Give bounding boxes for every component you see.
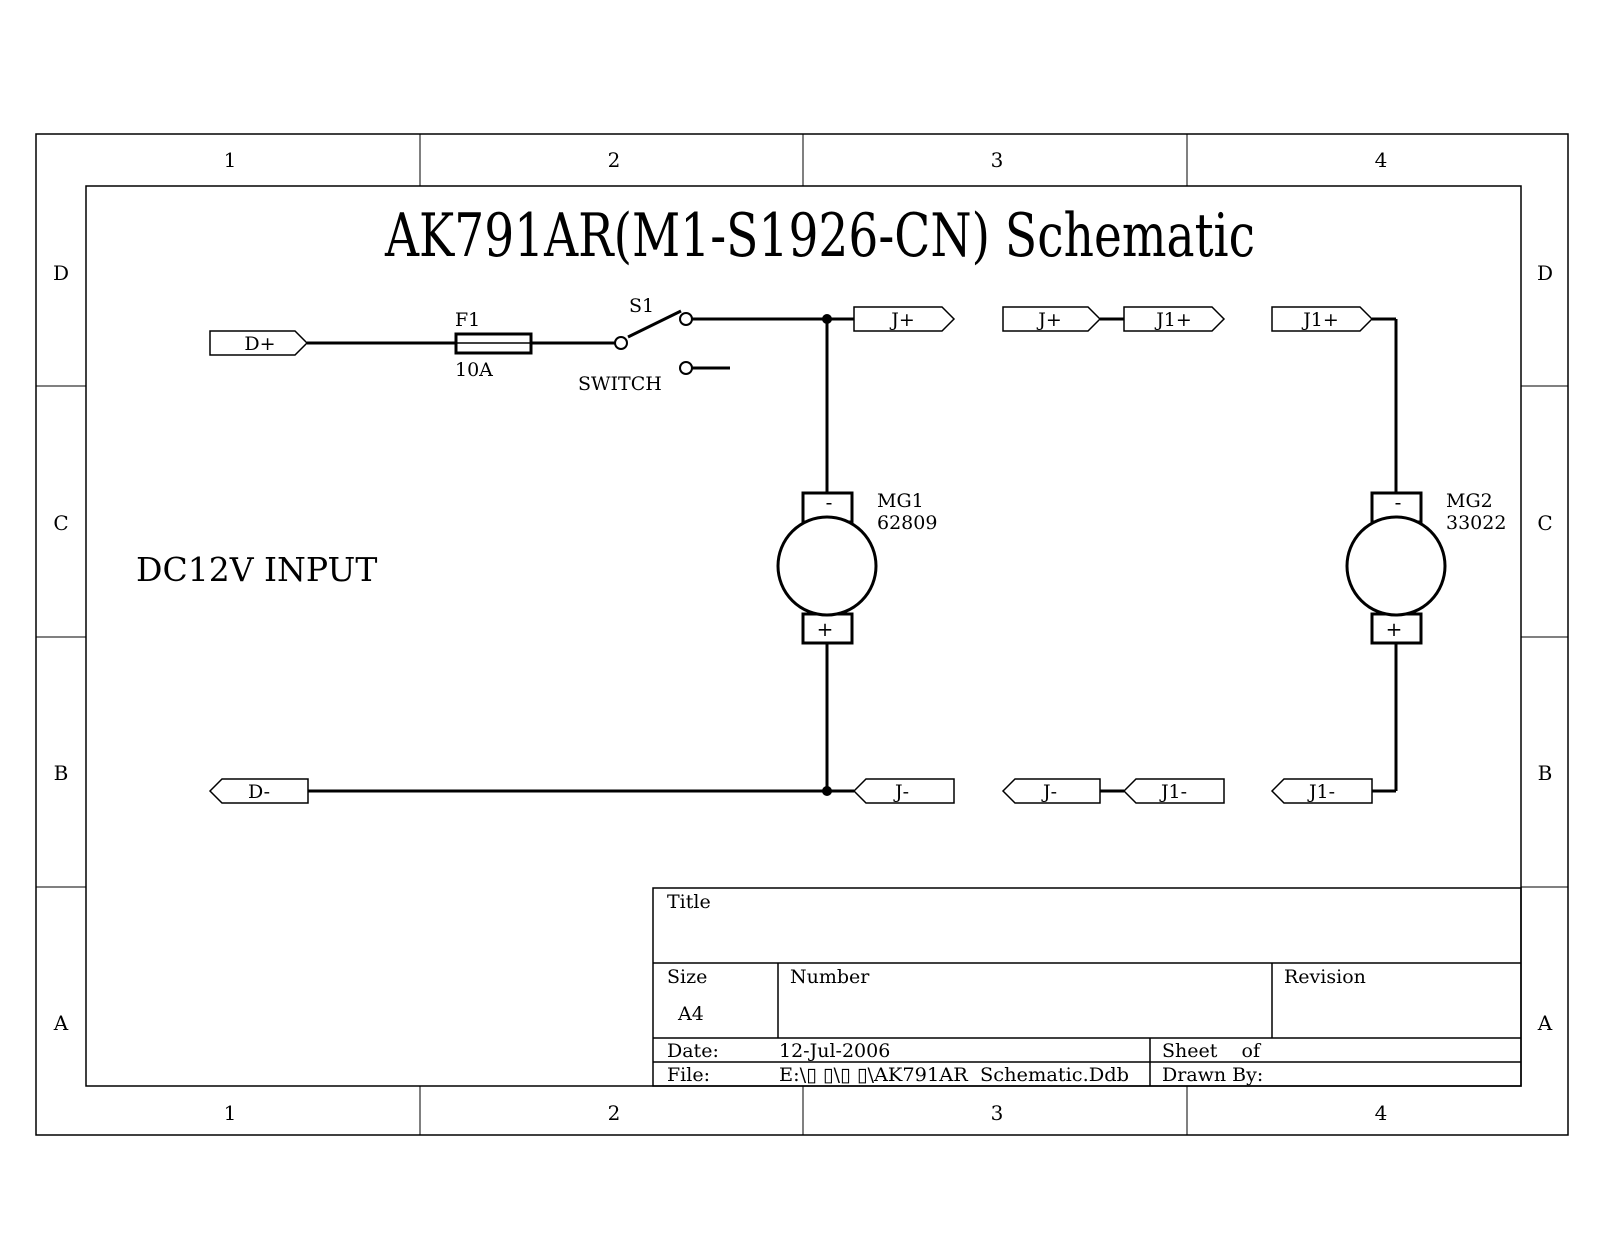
motor1-value: 62809: [877, 512, 938, 534]
zone-row-a-left: A: [53, 1011, 69, 1035]
motor2-minus: -: [1394, 490, 1402, 514]
switch-s1: [578, 295, 692, 395]
port-j1-plus-b-label: J1+: [1303, 309, 1339, 331]
zone-col-4-top: 4: [1374, 148, 1388, 172]
motor2-value: 33022: [1446, 512, 1507, 534]
fuse-value: 10A: [455, 359, 493, 381]
zone-col-2-top: 2: [607, 148, 621, 172]
switch-ref: S1: [629, 295, 655, 317]
title-block-file-label: File:: [667, 1064, 710, 1086]
motor1-minus: -: [825, 490, 833, 514]
title-block-drawn-by-label: Drawn By:: [1162, 1064, 1264, 1086]
title-block-size-value: A4: [678, 1003, 704, 1025]
motor-mg2: [1347, 490, 1506, 643]
junction-dot: [822, 786, 832, 796]
zone-col-2-bottom: 2: [607, 1101, 621, 1125]
port-d-minus-label: D-: [247, 781, 271, 803]
zone-col-1-bottom: 1: [223, 1101, 237, 1125]
title-block-file-value: E:\▯ ▯\▯ ▯\AK791AR Schematic.Ddb: [779, 1064, 1129, 1086]
motor1-plus: +: [816, 617, 834, 641]
port-j-minus-a-label: J-: [894, 781, 910, 803]
motor1-ref: MG1: [877, 490, 924, 512]
port-j-plus-b-label: J+: [1038, 309, 1062, 331]
input-note: DC12V INPUT: [136, 550, 378, 589]
zone-row-c-left: C: [53, 511, 69, 535]
title-block-sheet-label: Sheet of: [1162, 1040, 1261, 1062]
port-j1-plus-a-label: J1+: [1156, 309, 1192, 331]
zone-row-d-left: D: [52, 261, 70, 285]
ports-right: [210, 307, 1372, 355]
zone-col-3-bottom: 3: [990, 1101, 1004, 1125]
zone-row-d-right: D: [1536, 261, 1554, 285]
zone-row-b-left: B: [53, 761, 69, 785]
title-block-title-label: Title: [667, 891, 711, 913]
zone-row-b-right: B: [1537, 761, 1553, 785]
title-block-revision-label: Revision: [1284, 966, 1366, 988]
port-j-plus-a-label: J+: [891, 309, 915, 331]
port-j-minus-b-label: J-: [1042, 781, 1058, 803]
port-d-plus-label: D+: [244, 333, 276, 355]
junction-dot: [822, 314, 832, 324]
zone-col-1-top: 1: [223, 148, 237, 172]
zone-row-c-right: C: [1537, 511, 1553, 535]
zone-row-a-right: A: [1537, 1011, 1553, 1035]
title-block-date-label: Date:: [667, 1040, 719, 1062]
motor-mg1: [778, 490, 937, 643]
fuse-f1: [455, 309, 531, 381]
zone-col-3-top: 3: [990, 148, 1004, 172]
schematic-title: AK791AR(M1-S1926-CN) Schematic: [384, 201, 1255, 271]
port-j1-minus-a-label: J1-: [1160, 781, 1188, 803]
port-j1-minus-b-label: J1-: [1308, 781, 1336, 803]
zone-col-4-bottom: 4: [1374, 1101, 1388, 1125]
fuse-ref: F1: [455, 309, 481, 331]
title-block-number-label: Number: [790, 966, 870, 988]
switch-value: SWITCH: [578, 373, 662, 395]
title-block-date-value: 12-Jul-2006: [779, 1040, 891, 1062]
motor2-ref: MG2: [1446, 490, 1493, 512]
motor2-plus: +: [1385, 617, 1403, 641]
title-block-size-label: Size: [667, 966, 708, 988]
